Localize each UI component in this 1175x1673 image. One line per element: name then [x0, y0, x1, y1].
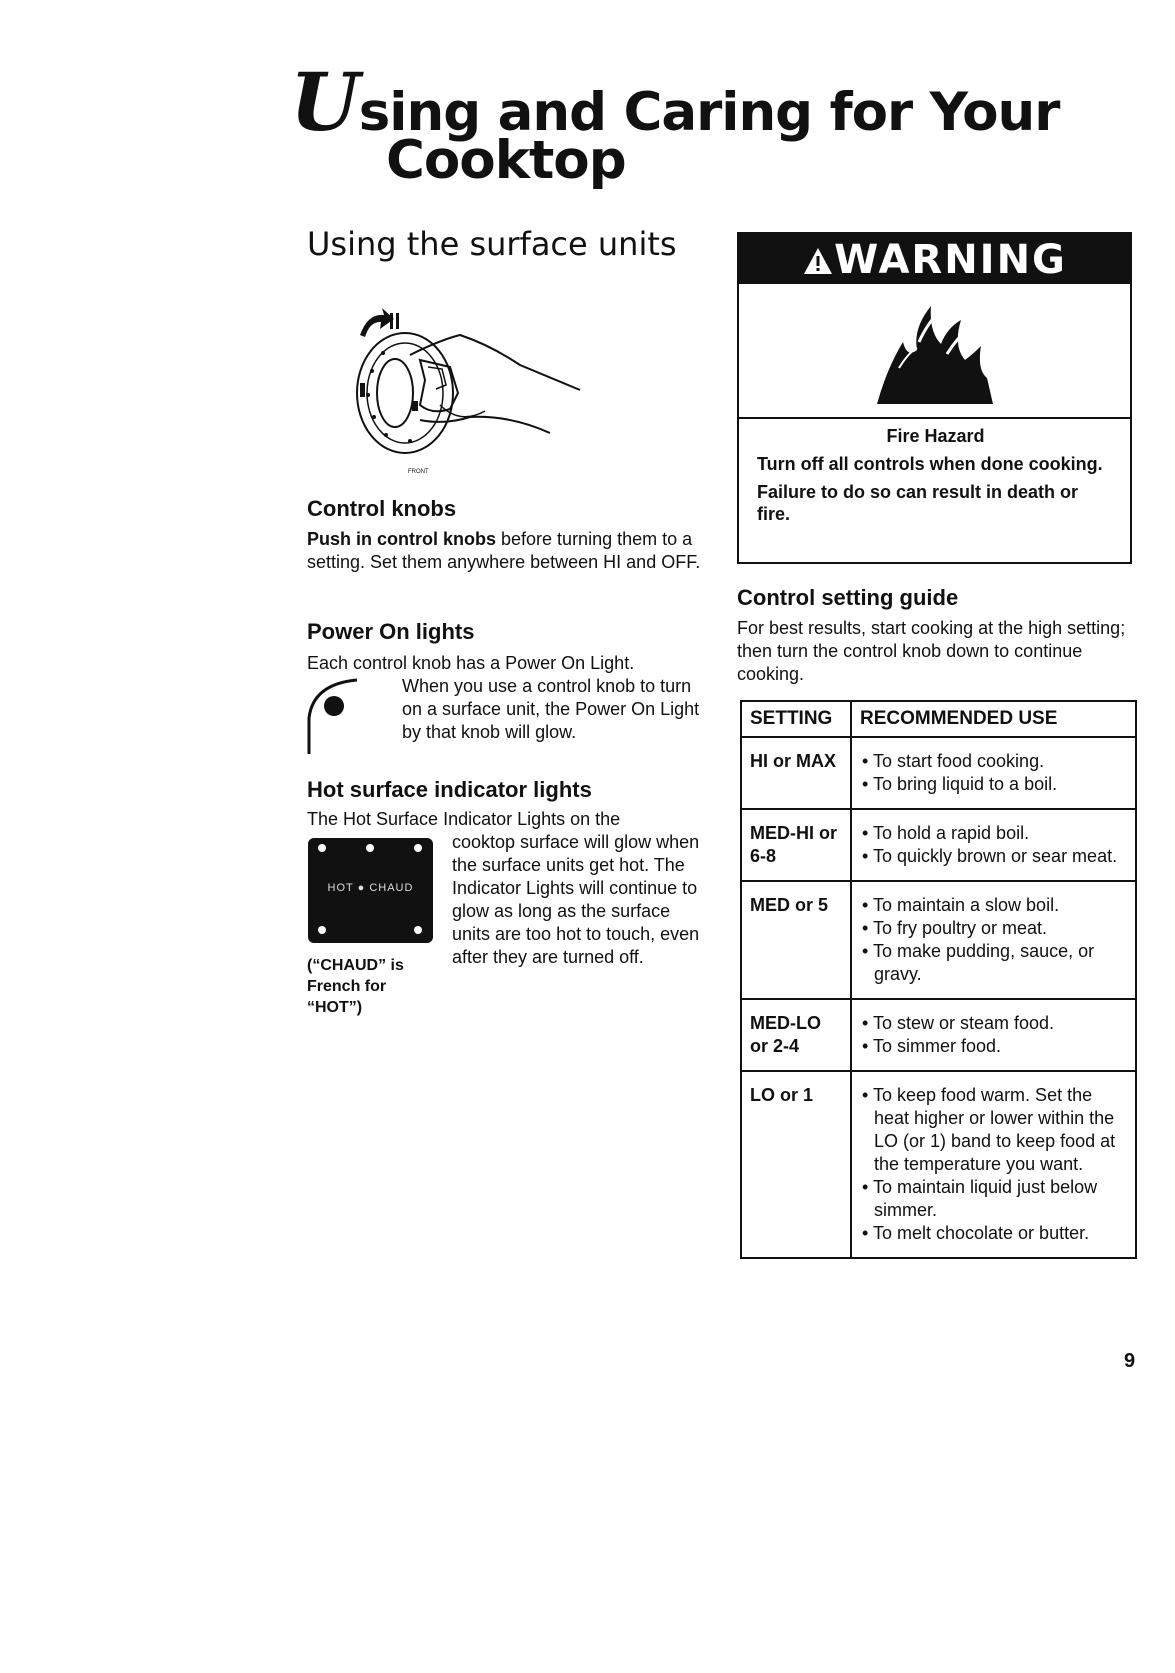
hand-turning-knob-illustration	[350, 305, 600, 480]
use-item: • To make pudding, sauce, or gravy.	[862, 941, 1095, 984]
warning-header-text: WARNING	[834, 237, 1067, 283]
warning-triangle-icon	[802, 246, 834, 276]
use-item: • To start food cooking.	[862, 751, 1045, 771]
hot-surface-heading: Hot surface indicator lights	[307, 777, 592, 802]
use-item: • To quickly brown or sear meat.	[862, 846, 1118, 866]
table-row	[741, 999, 1136, 1071]
power-on-intro: Each control knob has a Power On Light.	[307, 653, 635, 673]
col-recommended-use: RECOMMENDED USE	[851, 701, 1136, 737]
power-on-text: When you use a control knob to turn on a surface unit, the Power On Light by that knob will glow.	[402, 676, 700, 742]
control-setting-table	[740, 700, 1137, 1259]
table-row	[741, 881, 1136, 999]
setting-cell: MED-HI or 6-8	[741, 809, 851, 881]
warning-line2: Failure to do so can result in death or fire.	[757, 482, 1079, 524]
use-item: • To hold a rapid boil.	[862, 823, 1030, 843]
warning-box	[737, 232, 1132, 564]
guide-heading: Control setting guide	[737, 585, 959, 610]
warning-hazard: Fire Hazard	[886, 426, 985, 446]
page-title-line2: Cooktop	[386, 130, 626, 191]
warning-header	[739, 234, 1130, 284]
table-row	[741, 1071, 1136, 1258]
warning-text-area	[739, 417, 1130, 525]
hot-surface-text: cooktop surface will glow when the surface units get hot. The Indicator Lights will continue to glow as long as the surface units are too hot to touch, even after they are turned off.	[452, 832, 700, 967]
page-number: 9	[1124, 1350, 1136, 1372]
use-item: • To simmer food.	[862, 1036, 1002, 1056]
control-knobs-lead: Push in control knobs	[307, 529, 497, 549]
power-on-heading: Power On lights	[307, 619, 475, 644]
use-item: • To melt chocolate or butter.	[862, 1223, 1090, 1243]
section-title: Using the surface units	[307, 225, 677, 263]
guide-intro: For best results, start cooking at the high setting; then turn the control knob down to continue cooking.	[737, 618, 1126, 684]
col-setting: SETTING	[741, 701, 851, 737]
use-cell	[851, 1071, 1136, 1258]
use-item: • To maintain liquid just below simmer.	[862, 1177, 1098, 1220]
table-header-row	[741, 701, 1136, 737]
control-knobs-body: before turning them to a setting. Set them anywhere between HI and OFF.	[307, 529, 701, 572]
indicator-panel-label: HOT ● CHAUD	[327, 882, 414, 894]
hot-surface-intro: The Hot Surface Indicator Lights on the	[307, 809, 621, 829]
power-on-light-icon	[305, 678, 365, 756]
use-cell	[851, 999, 1136, 1071]
warning-graphic-area	[739, 284, 1130, 417]
setting-cell: MED-LO or 2-4	[741, 999, 851, 1071]
use-item: • To bring liquid to a boil.	[862, 774, 1058, 794]
use-cell	[851, 881, 1136, 999]
setting-cell: HI or MAX	[741, 737, 851, 809]
setting-cell: MED or 5	[741, 881, 851, 999]
table-row	[741, 809, 1136, 881]
use-cell	[851, 737, 1136, 809]
hot-surface-indicator-panel	[308, 838, 433, 943]
table-row	[741, 737, 1136, 809]
warning-line1: Turn off all controls when done cooking.	[757, 454, 1103, 474]
use-cell	[851, 809, 1136, 881]
flame-icon	[869, 298, 999, 408]
control-knobs-heading: Control knobs	[307, 496, 457, 521]
control-knobs-text	[307, 528, 702, 574]
use-item: • To stew or steam food.	[862, 1013, 1055, 1033]
chaud-caption: (“CHAUD” is French for “HOT”)	[307, 957, 404, 1016]
use-item: • To fry poultry or meat.	[862, 918, 1048, 938]
use-item: • To keep food warm. Set the heat higher or lower within the LO (or 1) band to keep food at the temperature you want.	[862, 1085, 1116, 1174]
svg-text:FRONT: FRONT	[408, 469, 429, 475]
title-initial: U	[290, 55, 359, 149]
use-item: • To maintain a slow boil.	[862, 895, 1060, 915]
setting-cell: LO or 1	[741, 1071, 851, 1258]
title-line1: sing and Caring for Your	[358, 82, 1060, 143]
